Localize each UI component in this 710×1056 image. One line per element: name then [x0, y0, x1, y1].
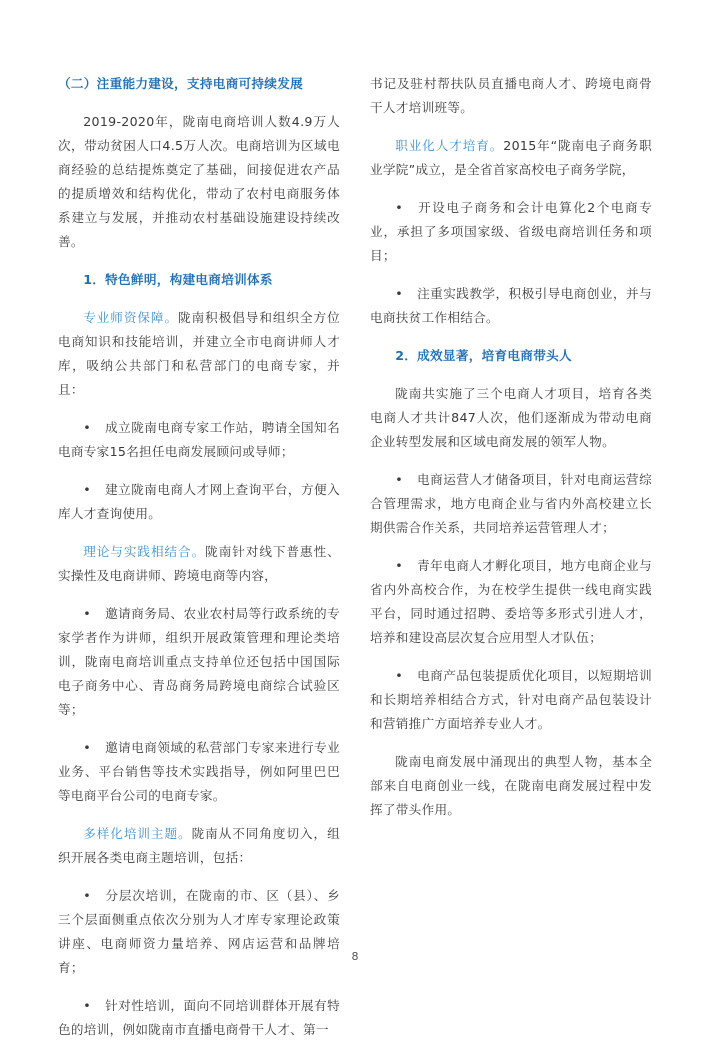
continued-paragraph: 书记及驻村帮扶队员直播电商人才、跨境电商骨干人才培训班等。	[370, 76, 652, 115]
paragraph-vocational	[370, 134, 652, 182]
bullet-item: • 青年电商人才孵化项目，地方电商企业与省内外高校合作，为在校学生提供一线电商实践平台，同时通过招聘、委培等多形式引进人才，培养和建设高层次复合应用型人才队伍；	[370, 554, 652, 650]
bullet-item: • 邀请电商领域的私营部门专家来进行专业业务、平台销售等技术实践指导，例如阿里巴巴等电商平台公司的电商专家。	[58, 736, 340, 808]
lead-vocational: 职业化人才培育。	[395, 138, 504, 153]
text-diverse-topics: 陇南从不同角度切入，组织开展各类电商主题培训，包括：	[58, 826, 340, 865]
paragraph-conclusion: 陇南电商发展中涌现出的典型人物，基本全部来自电商创业一线，在陇南电商发展过程中发挥了带头作用。	[370, 754, 652, 817]
bullet-item: • 电商产品包装提质优化项目，以短期培训和长期培养相结合方式，针对电商产品包装设计和营销推广方面培养专业人才。	[370, 664, 652, 736]
section-title: （二）注重能力建设，支持电商可持续发展	[58, 76, 303, 91]
bullet-item: • 邀请商务局、农业农村局等行政系统的专家学者作为讲师，组织开展政策管理和理论类培训，陇南电商培训重点支持单位还包括中国国际电子商务中心、青岛商务局跨境电商综合试验区等；	[58, 602, 340, 722]
paragraph-teacher-support	[58, 306, 340, 402]
lead-theory-practice: 理论与实践相结合。	[83, 544, 206, 559]
text-vocational: 2015年“陇南电子商务职业学院”成立，是全省首家高校电子商务学院，	[370, 138, 652, 177]
paragraph-talent-projects: 陇南共实施了三个电商人才项目，培育各类电商人才共计847人次，他们逐渐成为带动电商企业转型发展和区域电商发展的领军人物。	[370, 386, 652, 449]
bullet-item: • 成立陇南电商专家工作站，聘请全国知名电商专家15名担任电商发展顾问或导师；	[58, 416, 340, 464]
subtitle-1: 1．特色鲜明，构建电商培训体系	[83, 272, 273, 287]
subtitle-2: 2．成效显著，培育电商带头人	[395, 348, 572, 363]
paragraph-diverse-topics	[58, 822, 340, 870]
bullet-item: • 电商运营人才储备项目，针对电商运营综合管理需求，地方电商企业与省内外高校建立长期供需合作关系，共同培养运营管理人才；	[370, 468, 652, 540]
lead-diverse-topics: 多样化培训主题。	[83, 826, 192, 841]
text-theory-practice: 陇南针对线下普惠性、实操性及电商讲师、跨境电商等内容，	[58, 544, 341, 583]
bullet-item: • 针对性培训，面向不同培训群体开展有特色的培训，例如陇南市直播电商骨干人才、第一	[58, 994, 340, 1042]
paragraph-theory-practice	[58, 540, 340, 588]
lead-teacher-support: 专业师资保障。	[83, 310, 179, 325]
page-number: 8	[351, 950, 359, 963]
right-column	[370, 72, 652, 836]
text-teacher-support: 陇南积极倡导和组织全方位电商知识和技能培训，并建立全市电商讲师人才库，吸纳公共部门和私营部门的电商专家，并且：	[58, 310, 340, 397]
bullet-item: • 开设电子商务和会计电算化2个电商专业，承担了多项国家级、省级电商培训任务和项目；	[370, 196, 652, 268]
intro-paragraph: 2019-2020年，陇南电商培训人数4.9万人次，带动贫困人口4.5万人次。电商培训为区域电商经验的总结提炼奠定了基础，间接促进农产品的提质增效和结构优化，带动了农村电商服务体系建立与发展，并推动农村基础设施建设持续改善。	[58, 114, 340, 249]
bullet-item: • 注重实践教学，积极引导电商创业，并与电商扶贫工作相结合。	[370, 282, 652, 330]
bullet-item: • 建立陇南电商人才网上查询平台，方便入库人才查询使用。	[58, 478, 340, 526]
bullet-item: • 分层次培训，在陇南的市、区（县）、乡三个层面侧重点依次分别为人才库专家理论政策讲座、电商师资力量培养、网店运营和品牌培育；	[58, 884, 340, 980]
left-column	[58, 72, 340, 1056]
